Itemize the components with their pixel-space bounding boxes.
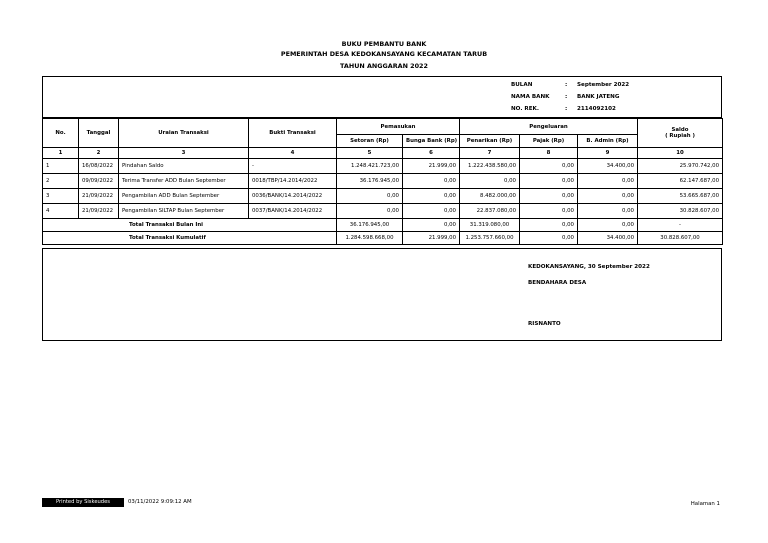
- total-kumulatif-pajak: 0,00: [520, 232, 578, 245]
- total-kumulatif-setoran: 1.284.598.668,00: [337, 232, 403, 245]
- col-number: 7: [460, 148, 520, 159]
- bulan-label: BULAN: [511, 82, 533, 88]
- cell-no: 3: [43, 189, 79, 204]
- total-bulan-badmin: 0,00: [578, 219, 638, 232]
- signature-name: RISNANTO: [528, 321, 561, 327]
- col-number: 10: [638, 148, 723, 159]
- table-row: [43, 174, 723, 189]
- cell-setoran: 36.176.945,00: [337, 174, 403, 189]
- cell-pajak: 0,00: [520, 159, 578, 174]
- col-number: 8: [520, 148, 578, 159]
- bulan-sep: :: [565, 82, 568, 88]
- total-kumulatif-badmin: 34.400,00: [578, 232, 638, 245]
- cell-saldo: 53.665.687,00: [638, 189, 723, 204]
- col-number: 1: [43, 148, 79, 159]
- cell-badmin: 34.400,00: [578, 159, 638, 174]
- col-number: 6: [403, 148, 460, 159]
- nama-bank-label: NAMA BANK: [511, 94, 550, 100]
- total-bulan-bunga: 0,00: [403, 219, 460, 232]
- cell-penarikan: 1.222.438.580,00: [460, 159, 520, 174]
- fiscal-year-title: TAHUN ANGGARAN 2022: [340, 62, 428, 70]
- ledger-table: [42, 118, 723, 245]
- norek-value: 2114092102: [577, 106, 616, 112]
- col-number: 3: [119, 148, 249, 159]
- signature-role: BENDAHARA DESA: [528, 280, 587, 286]
- cell-tanggal: 21/09/2022: [79, 204, 119, 219]
- total-bulan-setoran: 36.176.945,00: [337, 219, 403, 232]
- cell-bunga: 0,00: [403, 204, 460, 219]
- header-badmin: B. Admin (Rp): [578, 135, 638, 148]
- norek-label: NO. REK.: [511, 106, 539, 112]
- total-kumulatif-penarikan: 1.253.757.660,00: [460, 232, 520, 245]
- header-saldo-unit: ( Rupiah ): [665, 133, 695, 139]
- col-number: 2: [79, 148, 119, 159]
- cell-bukti: -: [249, 159, 337, 174]
- col-number: 9: [578, 148, 638, 159]
- cell-saldo: 30.828.607,00: [638, 204, 723, 219]
- total-kumulatif-saldo: 30.828.607,00: [638, 232, 723, 245]
- document-title: BUKU PEMBANTU BANK: [341, 40, 427, 48]
- cell-bukti: 0036/BANK/14.2014/2022: [249, 189, 337, 204]
- cell-tanggal: 16/08/2022: [79, 159, 119, 174]
- cell-bukti: 0018/TBP/14.2014/2022: [249, 174, 337, 189]
- cell-setoran: 0,00: [337, 189, 403, 204]
- total-bulan-penarikan: 31.319.080,00: [460, 219, 520, 232]
- signature-box: [42, 248, 722, 341]
- cell-badmin: 0,00: [578, 189, 638, 204]
- cell-pajak: 0,00: [520, 174, 578, 189]
- total-kumulatif-label: Total Transaksi Kumulatif: [43, 232, 337, 245]
- cell-penarikan: 8.482.000,00: [460, 189, 520, 204]
- table-row: [43, 159, 723, 174]
- cell-bunga: 0,00: [403, 174, 460, 189]
- cell-no: 4: [43, 204, 79, 219]
- cell-setoran: 1.248.421.723,00: [337, 159, 403, 174]
- signature-place-date: KEDOKANSAYANG, 30 September 2022: [528, 264, 650, 270]
- header-no: No.: [43, 119, 79, 148]
- cell-penarikan: 22.837.080,00: [460, 204, 520, 219]
- header-saldo-label: Saldo: [671, 127, 689, 133]
- header-pemasukan: Pemasukan: [337, 119, 460, 135]
- total-bulan-pajak: 0,00: [520, 219, 578, 232]
- cell-no: 2: [43, 174, 79, 189]
- header-bukti: Bukti Transaksi: [249, 119, 337, 148]
- total-bulan-saldo: -: [638, 219, 723, 232]
- header-bunga: Bunga Bank (Rp): [403, 135, 460, 148]
- printed-by-badge: Printed by Siskeudes: [42, 498, 124, 507]
- cell-no: 1: [43, 159, 79, 174]
- header-uraian: Uraian Transaksi: [119, 119, 249, 148]
- cell-saldo: 25.970.742,00: [638, 159, 723, 174]
- cell-bukti: 0037/BANK/14.2014/2022: [249, 204, 337, 219]
- header-setoran: Setoran (Rp): [337, 135, 403, 148]
- cell-setoran: 0,00: [337, 204, 403, 219]
- header-tanggal: Tanggal: [79, 119, 119, 148]
- total-kumulatif-bunga: 21.999,00: [403, 232, 460, 245]
- total-bulan-label: Total Transaksi Bulan Ini: [43, 219, 337, 232]
- document-subtitle: PEMERINTAH DESA KEDOKANSAYANG KECAMATAN TARUB: [280, 50, 488, 58]
- table-row: [43, 204, 723, 219]
- cell-badmin: 0,00: [578, 204, 638, 219]
- cell-pajak: 0,00: [520, 204, 578, 219]
- header-penarikan: Penarikan (Rp): [460, 135, 520, 148]
- total-bulan-row: [43, 219, 723, 232]
- header-pengeluaran: Pengeluaran: [460, 119, 638, 135]
- cell-uraian: Pengambilan ADD Bulan September: [119, 189, 249, 204]
- cell-uraian: Pengambilan SILTAP Bulan September: [119, 204, 249, 219]
- total-kumulatif-row: [43, 232, 723, 245]
- header-saldo: [638, 119, 723, 148]
- header-pajak: Pajak (Rp): [520, 135, 578, 148]
- cell-penarikan: 0,00: [460, 174, 520, 189]
- cell-saldo: 62.147.687,00: [638, 174, 723, 189]
- nama-bank-value: BANK JATENG: [577, 94, 620, 100]
- cell-pajak: 0,00: [520, 189, 578, 204]
- nama-bank-sep: :: [565, 94, 568, 100]
- cell-uraian: Pindahan Saldo: [119, 159, 249, 174]
- print-datetime: 03/11/2022 9:09:12 AM: [128, 499, 192, 505]
- table-row: [43, 189, 723, 204]
- cell-uraian: Terima Transfer ADD Bulan September: [119, 174, 249, 189]
- page-number: Halaman 1: [690, 501, 720, 507]
- cell-badmin: 0,00: [578, 174, 638, 189]
- cell-bunga: 21.999,00: [403, 159, 460, 174]
- col-number: 4: [249, 148, 337, 159]
- bulan-value: September 2022: [577, 82, 630, 88]
- account-info-box: [42, 76, 722, 118]
- cell-bunga: 0,00: [403, 189, 460, 204]
- cell-tanggal: 21/09/2022: [79, 189, 119, 204]
- cell-tanggal: 09/09/2022: [79, 174, 119, 189]
- col-number: 5: [337, 148, 403, 159]
- norek-sep: :: [565, 106, 568, 112]
